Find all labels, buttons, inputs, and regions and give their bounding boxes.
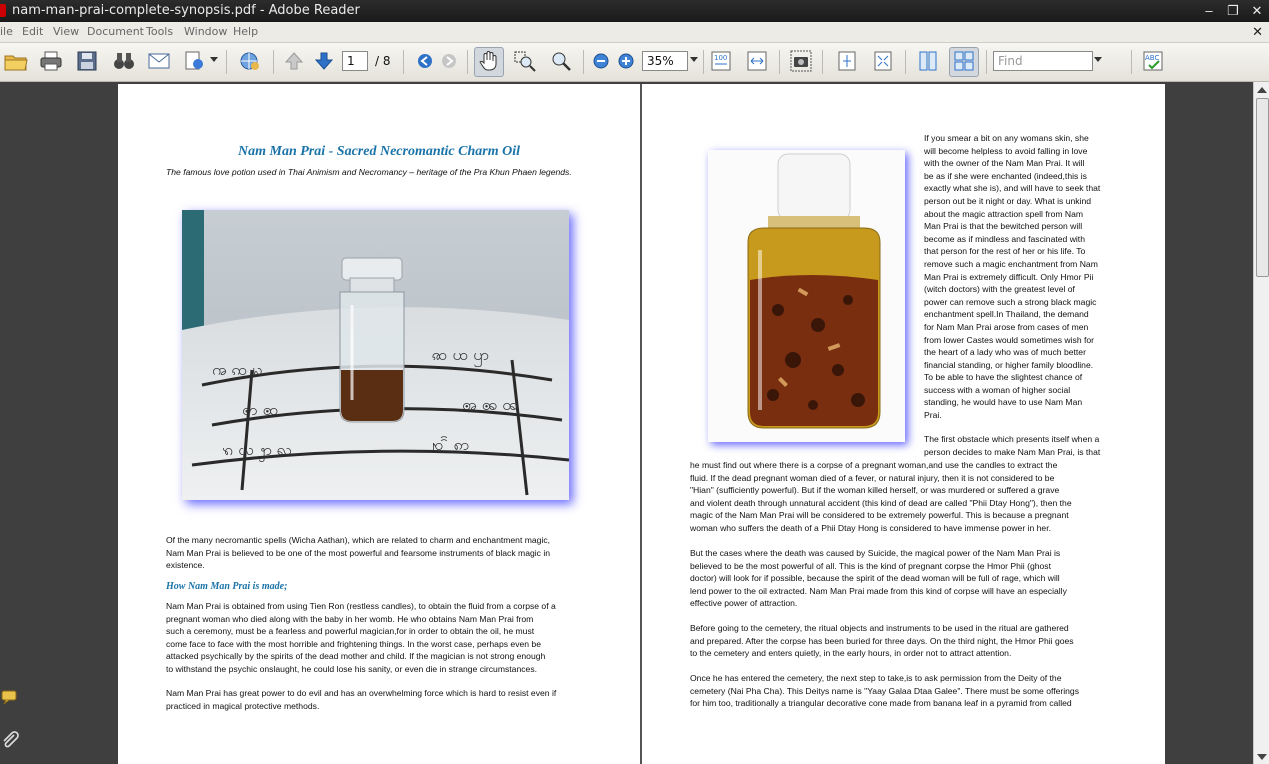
text-line: person out be it night or day. What is unkind: [924, 195, 1092, 206]
text-line: Of the many necromantic spells (Wicha Aathan), which are related to charm and enchantment magic,: [166, 535, 551, 545]
actual-size-icon[interactable]: [709, 50, 733, 72]
text-line: power can remove such a strong black magic: [924, 296, 1097, 307]
menu-view[interactable]: View: [53, 25, 80, 38]
zoom-in-icon[interactable]: [614, 50, 638, 72]
text-line: will become helpless to avoid falling in love: [924, 145, 1088, 156]
text-line: (witch doctors) with the greatest level of: [924, 284, 1075, 295]
text-line: remove such a magic enchantment from Nam: [924, 258, 1098, 269]
toolbar-separator: [779, 50, 780, 74]
toolbar-separator: [703, 50, 704, 74]
permission-paragraph: [690, 672, 1079, 710]
pdf-page-left: [118, 84, 640, 764]
window-title: nam-man-prai-complete-synopsis.pdf - Adobe Reader: [12, 3, 360, 18]
text-line: be as if she were enchanted (indeed,this is: [924, 170, 1087, 181]
toolbar-separator: [467, 50, 468, 74]
text-line: financial standing, or higher family bloodline.: [924, 359, 1094, 370]
text-line: If you smear a bit on any womans skin, she: [924, 133, 1089, 143]
text-line: But the cases where the death was caused by Suicide, the magical power of the Nam Man Prai is: [690, 548, 1061, 558]
review-share-icon[interactable]: [183, 50, 207, 72]
toolbar-separator: [986, 50, 987, 74]
spell-check-icon[interactable]: [1141, 50, 1165, 72]
text-line: Once he has entered the cemetery, the next step to take,is to ask permission from the Deity of the: [690, 673, 1062, 683]
toolbar-separator: [905, 50, 906, 74]
find-dropdown-arrow-icon[interactable]: [1094, 57, 1102, 62]
smear-column: [924, 132, 1100, 422]
text-line: To be able to have the slightest chance of: [924, 372, 1083, 383]
herbal-oil-bottle-photo: [708, 150, 905, 442]
text-line: for him too, traditionally a triangular decorative cone made from banana leaf in a pyramid from called: [690, 698, 1072, 709]
text-line: effective power of attraction.: [690, 598, 798, 609]
text-line: Nam Man Prai has great power to do evil and has an overwhelming force which is hard to resist even if: [166, 688, 557, 698]
toolbar: [0, 43, 1269, 82]
toolbar-separator: [403, 50, 404, 74]
scroll-down-arrow-icon[interactable]: [1257, 754, 1267, 760]
page-total: / 8: [375, 54, 391, 68]
text-line: magic of the Nam Man Prai will be considered to be extremely powerful. This is because a pregnant: [690, 510, 1069, 521]
close-document-button[interactable]: ✕: [1252, 24, 1263, 39]
section-heading: How Nam Man Prai is made;: [166, 581, 288, 592]
text-line: to withstand the psychic onslaught, he could lose his sanity, or even die in strange circumstances.: [166, 663, 538, 674]
text-line: about the magic attraction spell from Nam: [924, 208, 1084, 219]
text-line: fluid. If the dead pregnant woman died of a fever, or natural injury, then it is not considered to be: [690, 472, 1055, 483]
find-input[interactable]: Find: [993, 51, 1093, 71]
text-line: pregnant woman who died along with the baby in her womb. He who obtains Nam Man Prai from: [166, 613, 534, 624]
dynamic-zoom-icon[interactable]: [549, 50, 573, 72]
how-made-paragraph: [166, 600, 556, 676]
text-line: standing, he would have to use Nam Man: [924, 397, 1083, 408]
text-line: attacked psychically by the spirits of the dead mother and child. If the magician is not strong enough: [166, 651, 546, 662]
menu-window[interactable]: Window: [184, 25, 228, 38]
snapshot-camera-icon[interactable]: [789, 50, 813, 72]
previous-page-icon[interactable]: [282, 50, 306, 72]
text-line: exactly what she is), and will have to seek that: [924, 183, 1101, 194]
menu-tools[interactable]: Tools: [146, 25, 174, 38]
scrollbar-thumb[interactable]: [1256, 98, 1269, 277]
title-bar: [0, 0, 1269, 22]
sync-globe-icon[interactable]: [237, 50, 261, 72]
text-line: and prepared. After the corpse has been buried for three days. On the third night, the Hmor Phii goes: [690, 635, 1074, 646]
menu-help[interactable]: Help: [233, 25, 259, 38]
fit-width-icon[interactable]: [745, 50, 769, 72]
page-number-input[interactable]: 1: [342, 51, 368, 71]
obstacle-side-text: [924, 433, 1100, 458]
text-line: Man Prai is that the bewitched person will: [924, 221, 1083, 232]
document-viewport[interactable]: [0, 82, 1253, 764]
menu-edit[interactable]: Edit: [22, 25, 44, 38]
text-line: he must find out where there is a corpse of a pregnant woman,and use the candles to extract the: [690, 460, 1058, 470]
text-line: such a ceremony, must be a fearless and powerful magician,for in order to obtain the oil, he must: [166, 626, 535, 637]
text-line: Man Prai is extremely difficult. Only Hmor Pii: [924, 271, 1094, 282]
power-paragraph: [166, 687, 556, 712]
svg-text:ABC: ABC: [1145, 54, 1160, 62]
minimize-button[interactable]: –: [1205, 3, 1213, 18]
zoom-level-input[interactable]: 35%: [642, 51, 688, 71]
page-title: Nam Man Prai - Sacred Necromantic Charm Oil: [238, 144, 520, 159]
intro-paragraph: [166, 534, 550, 572]
text-line: believed to be the most powerful of all. This is the kind of pregnant corpse the Hmor Phii (ghost: [690, 560, 1051, 571]
toolbar-separator: [226, 50, 227, 74]
text-line: Prai.: [924, 410, 942, 421]
text-line: existence.: [166, 560, 205, 571]
open-folder-icon[interactable]: [4, 50, 28, 72]
text-line: for Nam Man Prai arose from cases of men: [924, 321, 1089, 332]
obstacle-paragraph: [690, 459, 1072, 535]
svg-text:ꩣ ꩤ ꩥ: ꩣ ꩤ ꩥ: [432, 345, 489, 364]
text-line: Nam Man Prai is believed to be one of the most powerful and fearsome instruments of black magic in: [166, 547, 551, 558]
text-line: practiced in magical protective methods.: [166, 700, 320, 711]
binoculars-icon[interactable]: [112, 50, 136, 72]
restore-button[interactable]: ❐: [1227, 3, 1239, 18]
svg-text:ꩯ ꩰ ꩱ: ꩯ ꩰ ꩱ: [432, 435, 470, 454]
text-line: "Hian" (sufficiently powerful). But if the woman killed herself, or was murdered or suffered a grave: [690, 485, 1060, 496]
text-line: that person for the rest of her or his life. To: [924, 246, 1086, 257]
text-line: woman who suffers the death of a Phii Dtay Hong is considered to have immense power in her.: [690, 522, 1051, 533]
charm-oil-bottle-photo: [182, 210, 569, 500]
text-line: to the cemetery and enters quietly, in the early hours, in order not to attract attention.: [690, 648, 1012, 659]
toolbar-separator: [583, 50, 584, 74]
two-page-scrolling-icon[interactable]: [952, 50, 976, 72]
zoom-dropdown-arrow-icon[interactable]: [690, 57, 698, 62]
save-icon[interactable]: [75, 50, 99, 72]
text-line: become as if mindless and fascinated with: [924, 233, 1085, 244]
toolbar-separator: [822, 50, 823, 74]
full-screen-icon[interactable]: [871, 50, 895, 72]
text-line: from lower Castes would sometimes wish for: [924, 334, 1095, 345]
text-line: enchantment spell.In Thailand, the demand: [924, 309, 1089, 320]
cemetery-paragraph: [690, 622, 1074, 660]
svg-text:100: 100: [714, 54, 728, 62]
scroll-up-arrow-icon[interactable]: [1257, 87, 1267, 93]
text-line: The first obstacle which presents itself when a: [924, 434, 1100, 444]
text-line: come face to face with the most horrible and frightening things. In the worst case, perhaps even be: [166, 638, 541, 649]
single-page-view-icon[interactable]: [916, 50, 940, 72]
fit-page-height-icon[interactable]: [835, 50, 859, 72]
hand-tool-icon[interactable]: [477, 50, 501, 72]
close-window-button[interactable]: ✕: [1251, 3, 1263, 18]
marquee-zoom-icon[interactable]: [513, 50, 537, 72]
text-line: the heart of a lady who was of much better: [924, 347, 1086, 358]
page-subtitle: The famous love potion used in Thai Animism and Necromancy – heritage of the Pra Khun Phaen legends.: [166, 167, 572, 177]
print-icon[interactable]: [39, 50, 63, 72]
pdf-page-right: [642, 84, 1165, 764]
attachments-paperclip-icon[interactable]: [0, 730, 20, 750]
toolbar-separator: [1131, 50, 1132, 74]
svg-text:ꩠ ꩡ ꩢ: ꩠ ꩡ ꩢ: [212, 360, 263, 379]
text-line: doctor) will look for if possible, because the spirit of the dead woman will be full of rage, which will: [690, 573, 1060, 584]
text-line: lend power to the oil extracted. Nam Man Prai made from this kind of corpse will have an especially: [690, 585, 1067, 596]
menu-document[interactable]: Document: [87, 25, 144, 38]
review-dropdown-arrow-icon[interactable]: [210, 57, 218, 62]
text-line: Before going to the cemetery, the ritual objects and instruments to be used in the ritual are gathered: [690, 623, 1069, 633]
text-line: cemetery (Nai Pha Cha). This Deitys name is "Yaay Galaa Dtaa Galee". There must be some offerings: [690, 685, 1080, 696]
svg-text:ꩨ ꩩ ꩪ: ꩨ ꩩ ꩪ: [462, 395, 518, 414]
zoom-out-icon[interactable]: [589, 50, 613, 72]
vertical-scrollbar[interactable]: [1253, 82, 1269, 764]
comments-icon[interactable]: [0, 688, 20, 708]
text-line: person decides to make Nam Man Prai, is that: [924, 446, 1101, 457]
text-line: Nam Man Prai is obtained from using Tien Ron (restless candles), to obtain the fluid from a corpse of a: [166, 601, 556, 611]
text-line: and violent death through unnatural accident (this kind of dead are called "Phii Dtay Hong"), then the: [690, 497, 1072, 508]
previous-view-icon[interactable]: [413, 50, 437, 72]
menu-bar: [0, 22, 1269, 43]
menu-file[interactable]: ile: [0, 25, 13, 38]
next-view-icon[interactable]: [437, 50, 461, 72]
adobe-reader-icon: [0, 4, 6, 17]
suicide-paragraph: [690, 547, 1067, 610]
email-icon[interactable]: [147, 50, 171, 72]
svg-text:ꩦ ꩧ: ꩦ ꩧ: [242, 400, 279, 419]
svg-text:ꩫ ꩬ ꩭ ꩮ: ꩫ ꩬ ꩭ ꩮ: [222, 440, 293, 459]
text-line: success with a woman of higher social: [924, 384, 1071, 395]
text-line: with the owner of the Nam Man Prai. It will: [924, 158, 1085, 169]
next-page-icon[interactable]: [312, 50, 336, 72]
toolbar-separator: [273, 50, 274, 74]
